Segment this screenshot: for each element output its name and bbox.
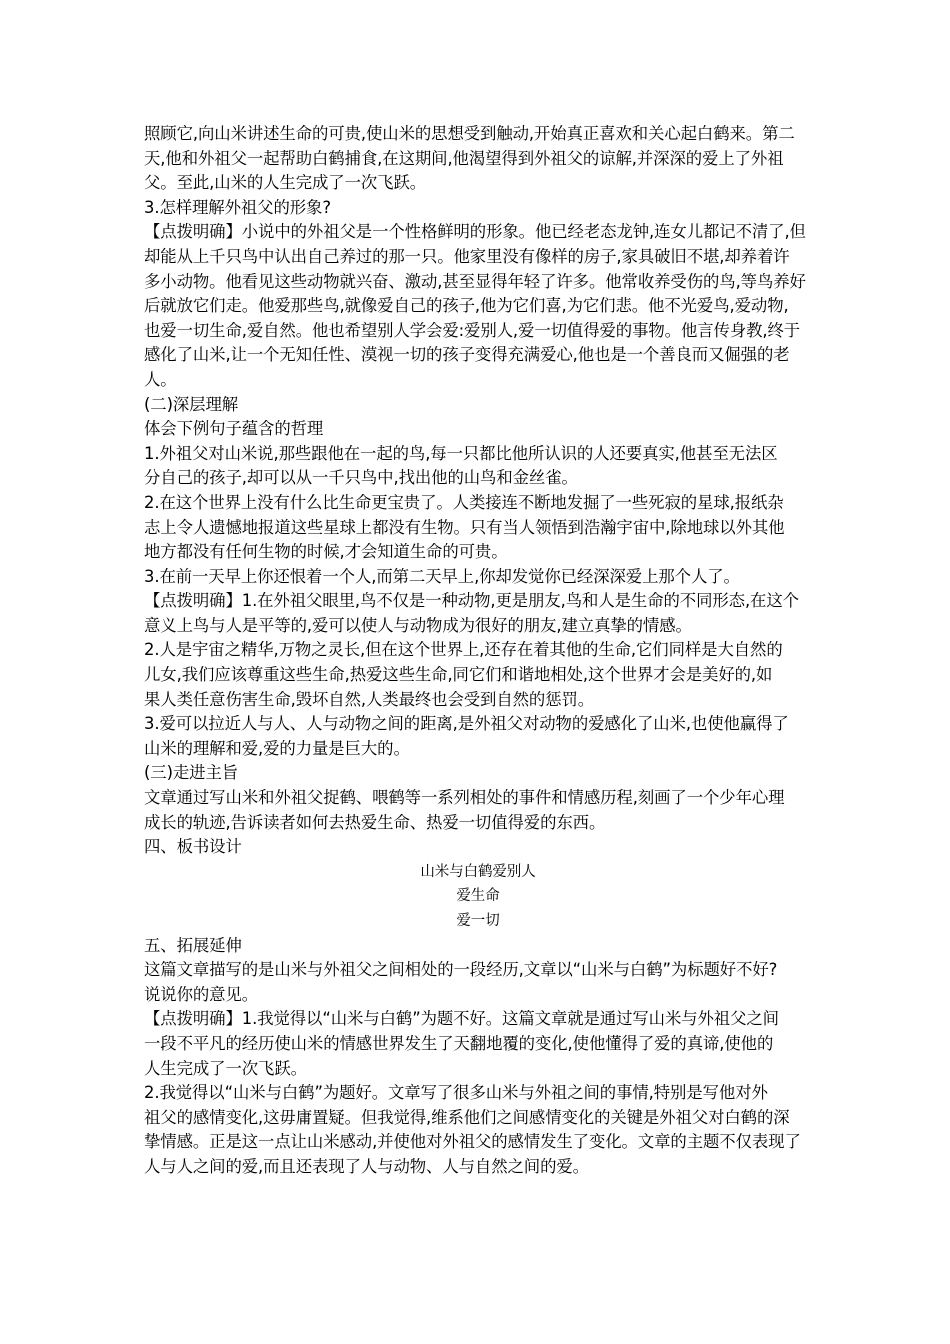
text-line: (二)深层理解: [144, 394, 239, 414]
text-line: 感化了山米,让一个无知任性、漠视一切的孩子变得充满爱心,他也是一个善良而又倔强的老: [144, 345, 790, 365]
text-line: 却能从上千只鸟中认出自己养过的那一只。他家里没有像样的房子,家具破旧不堪,却养着许: [144, 246, 790, 266]
text-line: 文章通过写山米和外祖父捉鹤、喂鹤等一系列相处的事件和情感历程,刻画了一个少年心理: [144, 788, 785, 808]
text-line: 多小动物。他看见这些动物就兴奋、激动,甚至显得年轻了许多。他常收养受伤的鸟,等鸟养好: [144, 271, 806, 291]
text-line: 人与人之间的爱,而且还表现了人与动物、人与自然之间的爱。: [144, 1156, 589, 1176]
text-line: 果人类任意伤害生命,毁坏自然,人类最终也会受到自然的惩罚。: [144, 689, 595, 709]
text-line: 儿女,我们应该尊重这些生命,热爱这些生命,同它们和谐地相处,这个世界才会是美好的,如: [144, 665, 773, 685]
text-line: 说说你的意见。: [144, 984, 259, 1004]
text-line: 2.我觉得以“山米与白鹤”为题好。文章写了很多山米与外祖之间的事情,特别是写他对外: [144, 1083, 768, 1103]
text-line: 【点拨明确】1.在外祖父眼里,鸟不仅是一种动物,更是朋友,鸟和人是生命的不同形态,在这个: [144, 591, 799, 611]
text-line: 人。: [144, 369, 177, 389]
text-line: 【点拨明确】1.我觉得以“山米与白鹤”为题不好。这篇文章就是通过写山米与外祖父之间: [144, 1009, 779, 1029]
board-design-line: 爱生命: [456, 888, 500, 905]
text-line: (三)走进主旨: [144, 763, 239, 783]
text-line: 天,他和外祖父一起帮助白鹤捕食,在这期间,他渴望得到外祖父的谅解,并深深的爱上了外祖: [144, 148, 784, 168]
text-line: 成长的轨迹,告诉读者如何去热爱生命、热爱一切值得爱的东西。: [144, 812, 606, 832]
text-line: 3.在前一天早上你还恨着一个人,而第二天早上,你却发觉你已经深深爱上那个人了。: [144, 566, 740, 586]
text-line: 分自己的孩子,却可以从一千只鸟中,找出他的山鸟和金丝雀。: [144, 468, 578, 488]
text-line: 五、拓展延伸: [144, 935, 242, 955]
text-line: 体会下例句子蕴含的哲理: [144, 419, 324, 439]
text-line: 四、板书设计: [144, 837, 242, 857]
document-body: [144, 122, 812, 1180]
text-line: 挚情感。正是这一点让山米感动,并使他对外祖父的感情发生了变化。文章的主题不仅表现了: [144, 1132, 801, 1152]
text-line: 父。至此,山米的人生完成了一次飞跃。: [144, 173, 427, 193]
text-line: 3.爱可以拉近人与人、人与动物之间的距离,是外祖父对动物的爱感化了山米,也使他赢得了: [144, 714, 789, 734]
board-design-line: 山米与白鹤爱别人: [420, 863, 536, 880]
text-line: 志上令人遗憾地报道这些星球上都没有生物。只有当人领悟到浩瀚宇宙中,除地球以外其他: [144, 517, 785, 537]
text-line: 2.人是宇宙之精华,万物之灵长,但在这个世界上,还存在着其他的生命,它们同样是大自然的: [144, 640, 783, 660]
text-line: 1.外祖父对山米说,那些跟他在一起的鸟,每一只都比他所认识的人还要真实,他甚至无法区: [144, 443, 778, 463]
text-line: 2.在这个世界上没有什么比生命更宝贵了。人类接连不断地发掘了一些死寂的星球,报纸杂: [144, 492, 784, 512]
board-design-line: 爱一切: [456, 913, 500, 929]
text-line: 也爱一切生命,爱自然。他也希望别人学会爱:爱别人,爱一切值得爱的事物。他言传身教,终于: [144, 320, 801, 340]
text-line: 意义上鸟与人是平等的,爱可以使人与动物成为很好的朋友,建立真挚的情感。: [144, 615, 692, 635]
text-line: 【点拨明确】小说中的外祖父是一个性格鲜明的形象。他已经老态龙钟,连女儿都记不清了,但: [144, 222, 806, 242]
text-line: 3.怎样理解外祖父的形象?: [144, 197, 331, 217]
text-line: 照顾它,向山米讲述生命的可贵,使山米的思想受到触动,开始真正喜欢和关心起白鹤来。第二: [144, 124, 795, 143]
text-line: 山米的理解和爱,爱的力量是巨大的。: [144, 738, 410, 758]
text-line: 一段不平凡的经历使山米的情感世界发生了天翻地覆的变化,使他懂得了爱的真谛,使他的: [144, 1033, 774, 1053]
text-line: 后就放它们走。他爱那些鸟,就像爱自己的孩子,他为它们喜,为它们悲。他不光爱鸟,爱动物,: [144, 296, 789, 316]
text-line: 这篇文章描写的是山米与外祖父之间相处的一段经历,文章以“山米与白鹤”为标题好不好?: [144, 960, 778, 980]
text-line: 祖父的感情变化,这毋庸置疑。但我觉得,维系他们之间感情变化的关键是外祖父对白鹤的深: [144, 1107, 790, 1127]
text-line: 地方都没有任何生物的时候,才会知道生命的可贵。: [144, 542, 508, 562]
text-line: 人生完成了一次飞跃。: [144, 1058, 307, 1078]
